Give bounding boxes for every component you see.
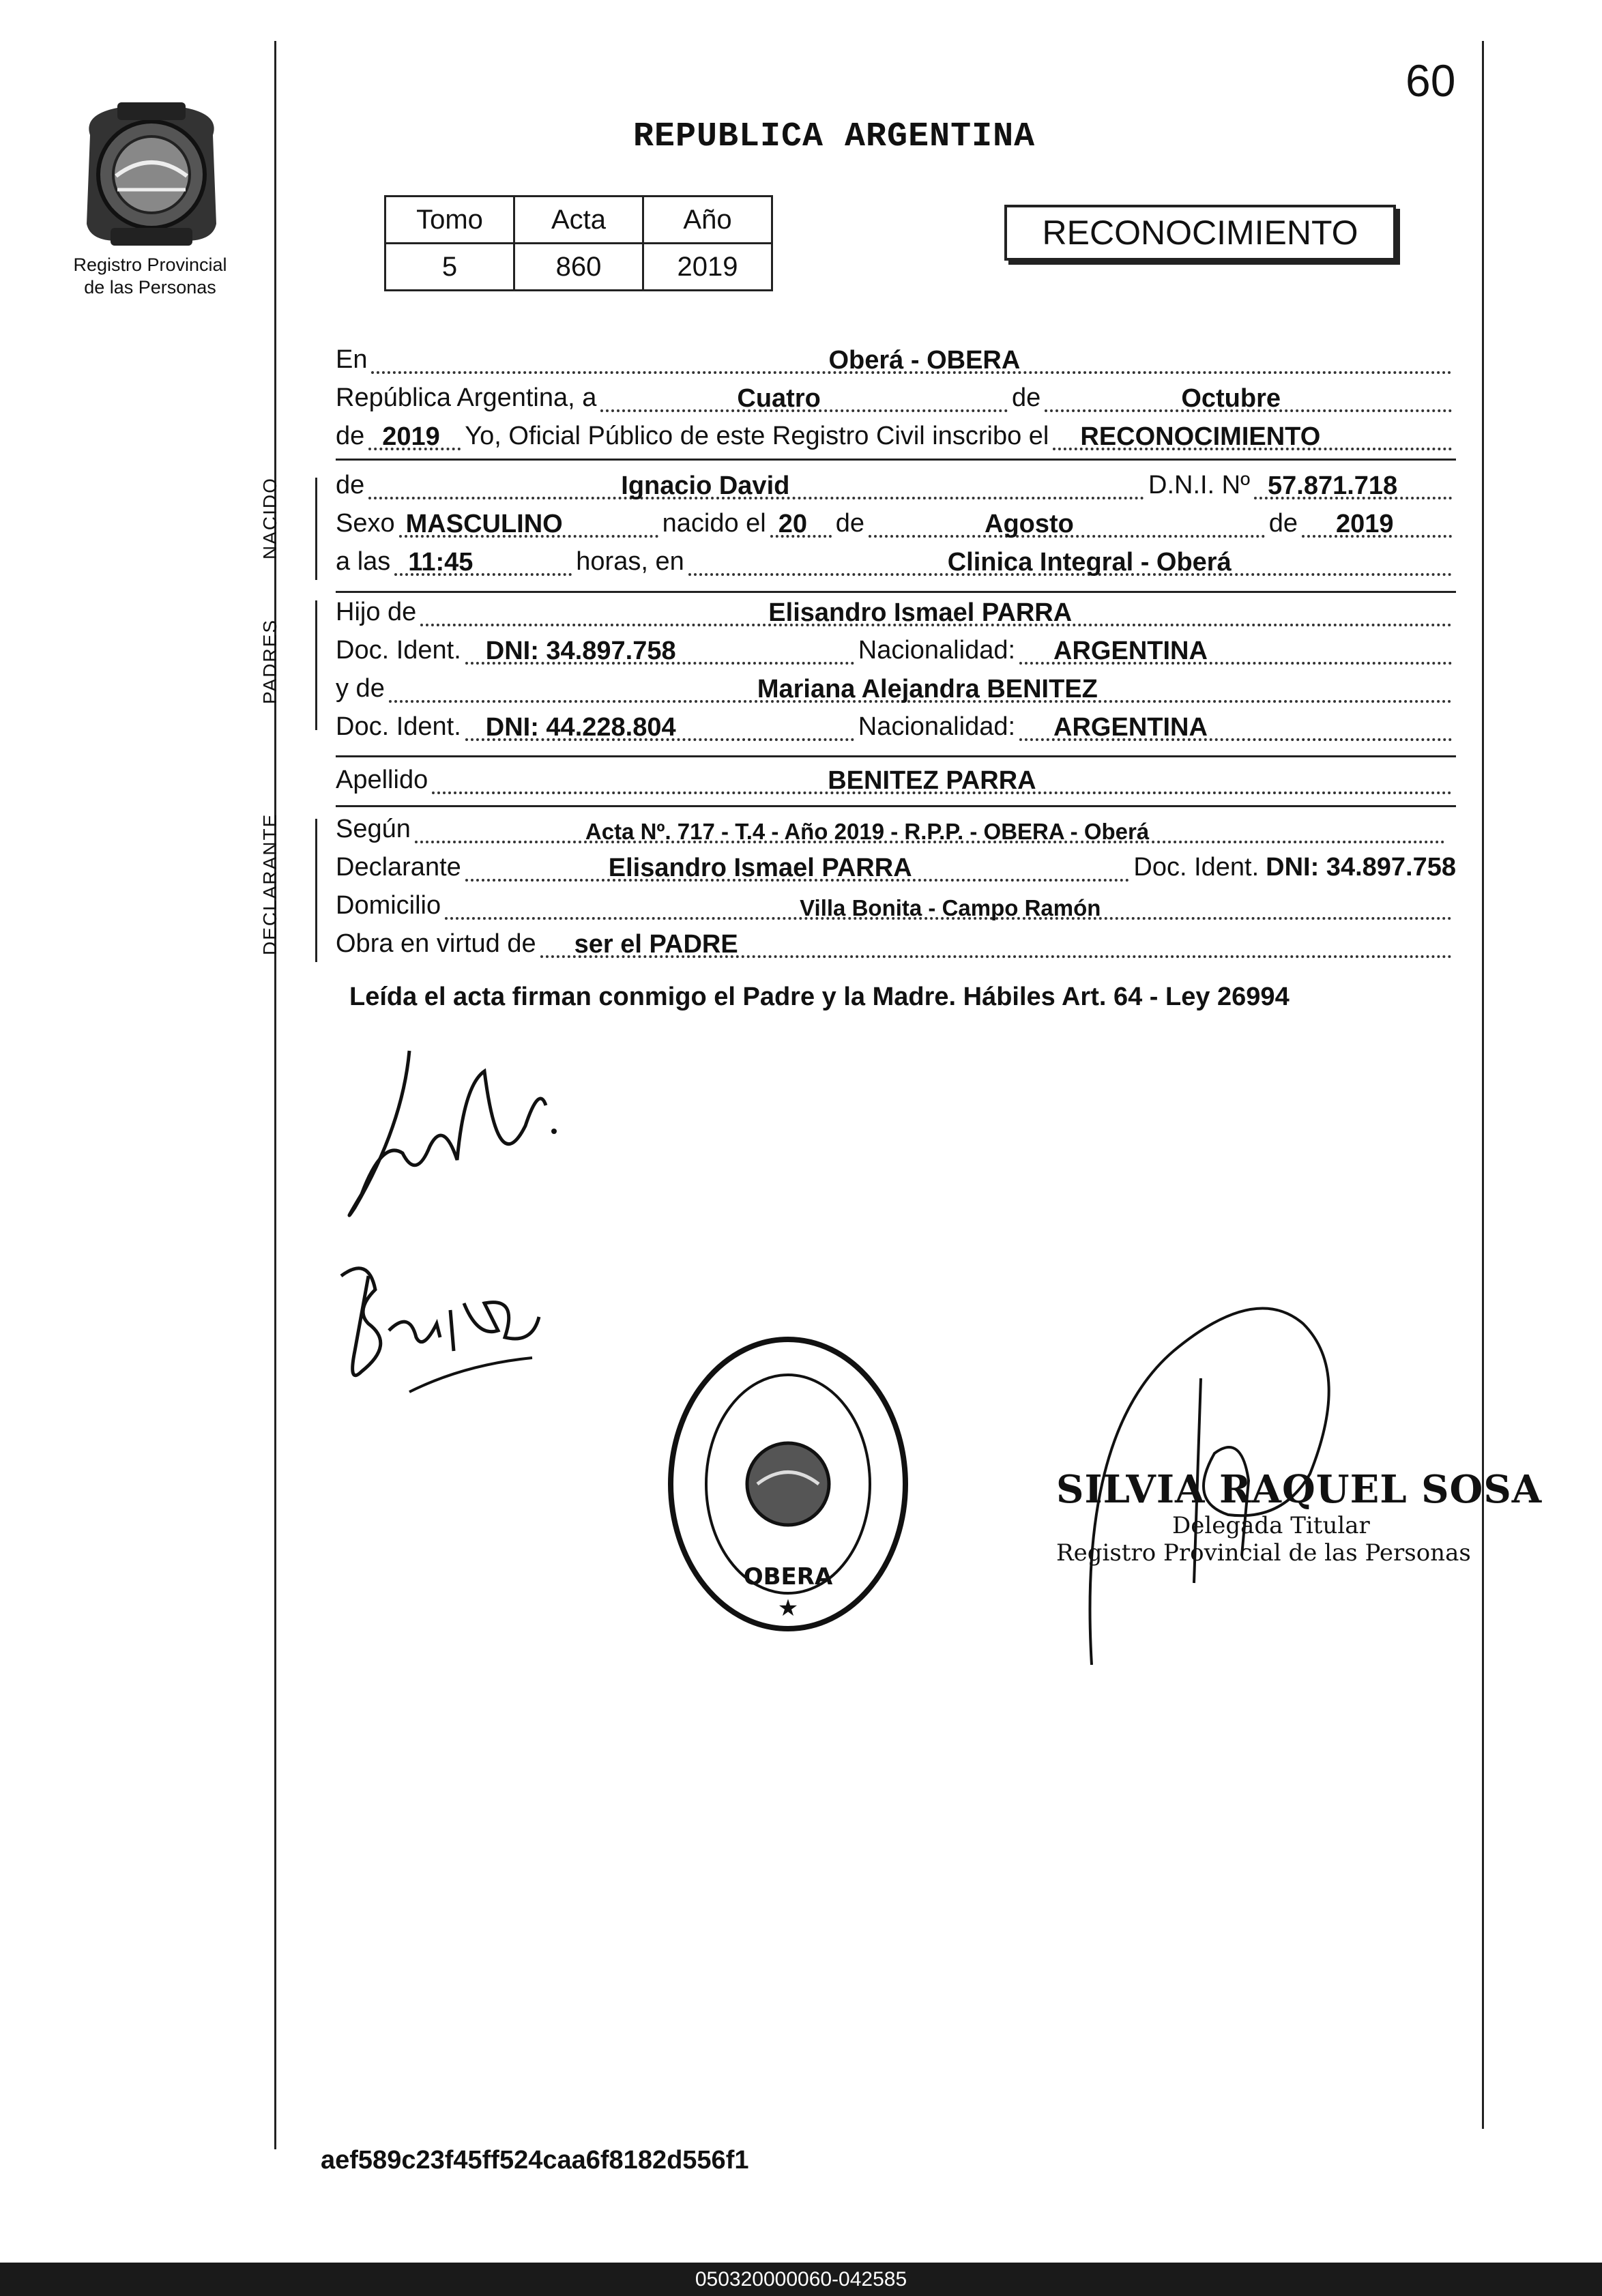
value-en: Oberá - OBERA (828, 346, 1021, 375)
value-declarant-dni: DNI: 34.897.758 (1266, 853, 1456, 882)
field-time: a las 11:45 horas, en Clinica Integral - Oberá (336, 547, 1456, 581)
field-segun: Según Acta Nº. 717 - T.4 - Año 2019 - R.P.P. - OBERA - Oberá (336, 815, 1449, 849)
value-act-type: RECONOCIMIENTO (1080, 422, 1321, 451)
page-number: 60 (1406, 55, 1456, 106)
value-child-dni: 57.871.718 (1268, 471, 1398, 500)
separator-3 (336, 755, 1456, 757)
value-reason: ser el PADRE (574, 930, 738, 959)
value-mother-nationality: ARGENTINA (1053, 713, 1208, 742)
value-father-nationality: ARGENTINA (1053, 637, 1208, 665)
value-month: Octubre (1181, 384, 1281, 413)
svg-text:★: ★ (777, 1595, 799, 1621)
official-org: Registro Provincial de las Personas (1056, 1539, 1471, 1567)
registry-caption: Registro Provincial de las Personas (73, 255, 227, 297)
official-role: Delegada Titular (1172, 1512, 1370, 1539)
value-year: 2019 (382, 422, 440, 451)
value-birth-year: 2019 (1336, 510, 1394, 538)
field-child: de Ignacio David D.N.I. Nº 57.871.718 (336, 471, 1456, 505)
mother-signature-icon (327, 1249, 559, 1412)
official-name: SILVIA RAQUEL SOSA (1056, 1467, 1543, 1512)
value-mother-name: Mariana Alejandra BENITEZ (757, 675, 1098, 703)
field-year-line: de 2019 Yo, Oficial Público de este Registro Civil inscribo el RECONOCIMIENTO (336, 422, 1456, 456)
left-margin-line (274, 41, 276, 2149)
field-sex: Sexo MASCULINO nacido el 20 de Agosto de 2019 (336, 509, 1456, 543)
value-birth-day: 20 (778, 510, 808, 538)
section-label-declarant: DECLARANTE (259, 813, 280, 955)
registry-logo-icon (76, 94, 227, 251)
delegation-stamp-icon (662, 1331, 914, 1638)
value-sex: MASCULINO (405, 510, 563, 538)
svg-text:OBERA: OBERA (743, 1563, 833, 1590)
table-header-tomo: Tomo (385, 197, 514, 244)
separator-4 (336, 805, 1456, 807)
value-declarant-name: Elisandro Ismael PARRA (608, 854, 912, 882)
page-title: REPUBLICA ARGENTINA (633, 117, 1036, 156)
section-bracket-parents (315, 600, 317, 730)
field-mother-doc: Doc. Ident. DNI: 44.228.804 Nacionalidad: ARGENTINA (336, 712, 1456, 746)
section-label-born: NACIDO (259, 477, 280, 560)
separator-1 (336, 459, 1456, 461)
field-mother: y de Mariana Alejandra BENITEZ (336, 674, 1456, 708)
footer-code: 050320000060-042585 (695, 2268, 907, 2291)
value-birth-time: 11:45 (408, 548, 474, 577)
value-birth-place: Clinica Integral - Oberá (947, 548, 1232, 577)
father-signature-icon (327, 1044, 573, 1235)
value-birth-month: Agosto (985, 510, 1074, 538)
field-reason: Obra en virtud de ser el PADRE (336, 929, 1456, 963)
value-segun: Acta Nº. 717 - T.4 - Año 2019 - R.P.P. - OBERA - Oberá (585, 819, 1150, 844)
field-father: Hijo de Elisandro Ismael PARRA (336, 598, 1456, 632)
field-address: Domicilio Villa Bonita - Campo Ramón (336, 891, 1456, 925)
table-cell-acta: 860 (514, 244, 643, 291)
field-father-doc: Doc. Ident. DNI: 34.897.758 Nacionalidad: ARGENTINA (336, 636, 1456, 670)
section-bracket-born (315, 478, 317, 580)
value-mother-dni: DNI: 44.228.804 (485, 713, 676, 742)
field-en: En Oberá - OBERA (336, 345, 1456, 379)
table-cell-ano: 2019 (643, 244, 772, 291)
right-margin-line (1482, 41, 1484, 2129)
value-father-dni: DNI: 34.897.758 (485, 637, 676, 665)
official-block (1056, 1467, 1542, 1567)
table-cell-tomo: 5 (385, 244, 514, 291)
section-label-parents: PADRES (259, 618, 280, 704)
closing-statement: Leída el acta firman conmigo el Padre y la Madre. Hábiles Art. 64 - Ley 26994 (349, 983, 1290, 1011)
document-hash: aef589c23f45ff524caa6f8182d556f1 (321, 2146, 749, 2175)
table-header-ano: Año (643, 197, 772, 244)
section-bracket-declarant (315, 819, 317, 962)
separator-2 (336, 591, 1456, 593)
record-type-box: RECONOCIMIENTO (1004, 205, 1396, 261)
field-surname: Apellido BENITEZ PARRA (336, 766, 1456, 800)
field-declarant: Declarante Elisandro Ismael PARRA Doc. Ident. DNI: 34.897.758 (336, 853, 1456, 882)
value-day: Cuatro (737, 384, 821, 413)
value-surname: BENITEZ PARRA (828, 766, 1036, 795)
value-child-name: Ignacio David (621, 471, 790, 500)
value-address: Villa Bonita - Campo Ramón (800, 895, 1101, 920)
record-table (384, 195, 773, 291)
field-republica: República Argentina, a Cuatro de Octubre (336, 383, 1456, 418)
table-header-acta: Acta (514, 197, 643, 244)
value-father-name: Elisandro Ismael PARRA (768, 598, 1073, 627)
